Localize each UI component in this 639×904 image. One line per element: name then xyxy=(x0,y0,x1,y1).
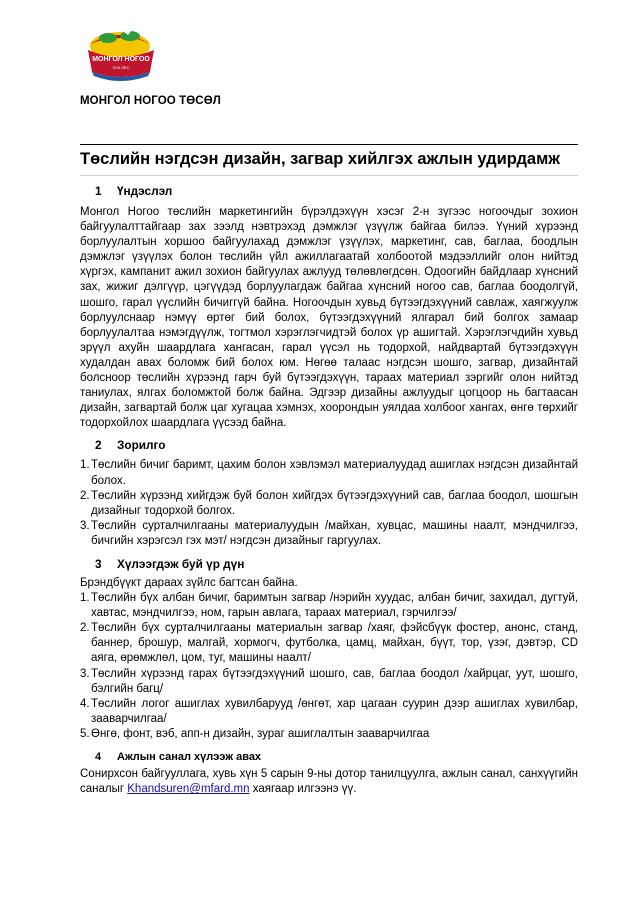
list-item-text: Төслийн хүрээнд гарах бүтээгдэхүүний шошго, сав, баглаа боодол /хайрцаг, уут, шошго, бэлгийн багц/ xyxy=(91,667,578,695)
goals-list xyxy=(80,458,578,549)
list-item-text: Төслийн бүх албан бичиг, баримтын загвар /нэрийн хуудас, албан бичиг, захидал, дугтуй, хавтас, мэндчилгээ, ном, гарын авлага, тараах материал, гэрчилгээ/ xyxy=(91,592,578,620)
section-submission xyxy=(80,748,578,797)
list-item xyxy=(80,697,578,727)
list-item-number: 5. xyxy=(80,727,90,740)
list-item xyxy=(80,621,578,666)
section-number: 1 xyxy=(95,184,102,198)
section-goals xyxy=(80,436,578,549)
list-item-number: 4. xyxy=(80,697,90,710)
list-item xyxy=(80,727,578,742)
list-item-text: Өнгө, фонт, вэб, апп-н дизайн, зураг ашиглалтын зааварчилгаа xyxy=(91,727,430,740)
section-heading xyxy=(80,555,578,573)
section-heading xyxy=(80,436,578,454)
list-item-number: 2. xyxy=(80,489,90,502)
document-title: Төслийн нэгдсэн дизайн, загвар хийлгэх ажлын удирдамж xyxy=(80,150,560,168)
title-divider xyxy=(80,175,578,176)
list-item xyxy=(80,667,578,697)
section-number: 4 xyxy=(95,751,102,763)
list-item xyxy=(80,458,578,488)
section-paragraph xyxy=(80,767,578,797)
email-link[interactable]: Khandsuren@mfard.mn xyxy=(127,783,250,796)
results-list xyxy=(80,591,578,742)
logo-text-sub: ХХК ЛЕС xyxy=(112,65,130,70)
section-heading xyxy=(80,748,578,766)
document-body xyxy=(80,182,578,797)
section-title: Хүлээгдэж буй үр дүн xyxy=(117,556,245,571)
organization-name: МОНГОЛ НОГОО ТӨСӨЛ xyxy=(80,95,221,107)
section-paragraph: Монгол Ногоо төслийн маркетингийн бүрэлдэхүүн хэсэг 2-н зүгээс ногоочдыг зохион байгуулалттайгаар зах зээлд нэвтрэхэд дэмжлэг үзүүлж байгаа билээ. Үүний хүрээнд борлуулалтын хоршоо байгуулахад дэмжлэг үзүүлэх, маркетинг, сав, баглаа, боодлын дэмжлэг үзүүлэх болон төслийн үйл ажиллагаатай холбоотой мэдээллийг олон нийтэд хүргэх, кампанит ажил зохион байгуулах ажлууд төлөвлөгдсөн. Одоогийн байдлаар хүнсний зах, жижиг дэлгүүр, цэгүүдэд борлуулагдаж байгаа хүнсний ногоо сав, баглаа боодолгүй, шошго, гарал үүслийн бичиггүй байна. Ногоочдын хувьд бүтээгдэхүүний савлаж, хаягжуулж борлуулснаар нэмүү өртөг бий болох, бүтээгдэхүүний ялгарал бий болгох замаар борлуулалтаа нэмэгдүүлж, тогтмол хэрэглэгчидтэй болох үр ашигтай. Хэрэглэгчдийн хувьд эрүүл ахуйн шаардлага хангасан, гарал үүсэл нь тодорхой, найдвартай бүтээгдэхүүн худалдан авах боломж бий болох юм. Нөгөө талаас нэгдсэн шошго, загвар, дизайнтай болсноор төслийн хүрээнд гарч буй бүтээгдэхүүн, тараах материал зэргийг олон нийтэд таниулах, ялгах боломжтой болж байна. Эдгээр дизайны ажлуудыг цогцоор нь багтаасан дизайн, загвартай болж цаг хугацаа хэмнэх, хоорондын уялдаа холбоог хангах, өнгө төрхийг тодорхойлох шаардлага үүсээд байна. xyxy=(80,206,578,430)
section-expected-results xyxy=(80,555,578,742)
header-divider xyxy=(80,144,578,145)
list-item-text: Төслийн хүрээнд хийгдэж буй болон хийгдэх бүтээгдэхүүний сав, баглаа боодол, шошгын дизайныг тодорхой болгох. xyxy=(91,489,578,517)
list-item-number: 2. xyxy=(80,622,90,635)
submission-text-after: хаягаар илгээнэ үү. xyxy=(249,783,357,796)
mongol-nogoo-logo xyxy=(84,24,162,86)
list-item-number: 3. xyxy=(80,519,90,532)
list-item-text: Төслийн бүх сурталчилгааны материалын загвар /хаяг, фэйсбүүк фостер, анонс, станд, баннер, брошур, малгай, хормогч, футболка, цамц, майхан, бүүт, тор, үзэг, дэвтэр, CD аяга, өрөмжлөл, цом, туг, машины наалт/ xyxy=(91,622,578,665)
list-item-text: Төслийн бичиг баримт, цахим болон хэвлэмэл материалуудад ашиглах нэгдсэн дизайнтай болох. xyxy=(91,459,578,487)
section-number: 2 xyxy=(95,438,102,453)
section-heading xyxy=(80,182,578,200)
section-background xyxy=(80,182,578,431)
list-item-number: 3. xyxy=(80,667,90,680)
section-number: 3 xyxy=(95,556,102,571)
section-title: Зорилго xyxy=(117,438,166,453)
list-item-number: 1. xyxy=(80,459,90,472)
section-title: Үндэслэл xyxy=(117,184,173,198)
list-item-number: 1. xyxy=(80,592,90,605)
section-intro: Брэндбүүкт дараах зүйлс багтсан байна. xyxy=(80,576,298,589)
logo-text-main: МОНГОЛ НОГОО xyxy=(92,56,150,63)
list-item-text: Төслийн логог ашиглах хувилбарууд /өнгөт, хар цагаан суурин дээр ашиглах хувилбар, зааварчилгаа/ xyxy=(91,697,578,725)
section-title: Ажлын санал хүлээж авах xyxy=(117,751,262,763)
submission-text-before: Сонирхсон байгууллага, хувь хүн 5 сарын 9-ны дотор танилцуулга, ажлын санал, санхүүгийн саналыг xyxy=(80,768,578,796)
list-item xyxy=(80,489,578,519)
list-item xyxy=(80,519,578,549)
list-item xyxy=(80,591,578,621)
list-item-text: Төслийн сурталчилгааны материалуудын /майхан, хувцас, машины наалт, мэндчилгээ, бичгийн хэрэгсэл гэх мэт/ нэгдсэн дизайныг гаргуулах. xyxy=(91,519,578,547)
